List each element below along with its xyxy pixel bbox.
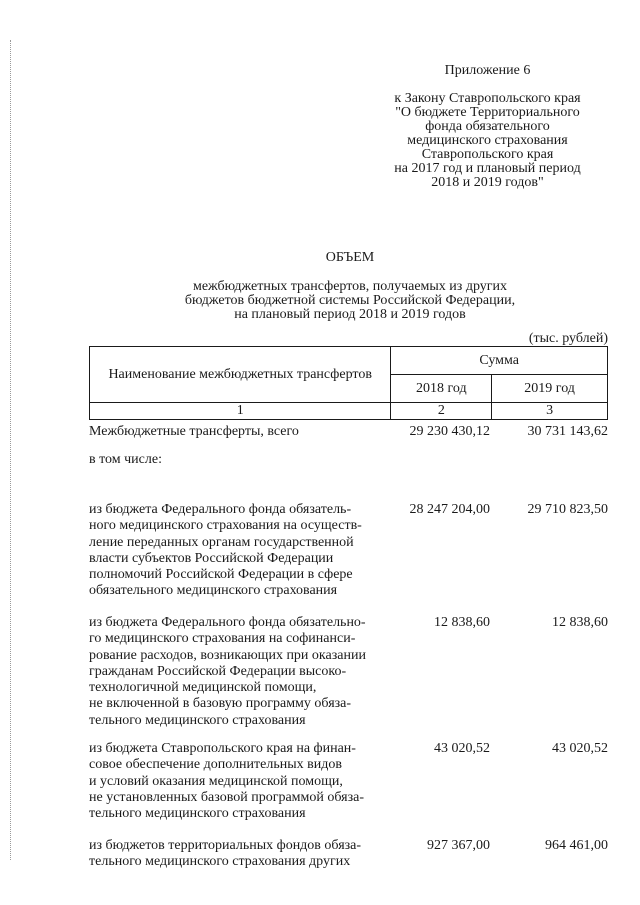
units-label: (тыс. рублей) xyxy=(528,331,608,346)
row-name xyxy=(89,838,389,871)
value-2018: 28 247 204,00 xyxy=(409,502,490,517)
col-2019-header: 2019 год xyxy=(492,375,608,403)
value-2018: 927 367,00 xyxy=(427,838,490,853)
row-text-line: гражданам Российской Федерации высоко- xyxy=(89,663,347,679)
row-name xyxy=(89,424,389,440)
subtitle-line: бюджетов бюджетной системы Российской Федерации, xyxy=(184,293,516,308)
appendix-line: на 2017 год и плановый период xyxy=(394,161,581,176)
row-name xyxy=(89,452,389,468)
table-row xyxy=(89,741,614,838)
row-text-line: власти субъектов Российской Федерации xyxy=(89,550,334,566)
row-text-line: не установленных базовой программой обяза- xyxy=(89,789,365,805)
row-text-line: тельного медицинского страхования xyxy=(89,712,306,728)
appendix-line: "О бюджете Территориального xyxy=(395,105,580,120)
appendix-header xyxy=(380,64,595,190)
appendix-number: Приложение 6 xyxy=(444,63,531,78)
document-title: ОБЪЕМ xyxy=(325,250,375,265)
row-text-line: технологичной медицинской помощи, xyxy=(89,680,317,696)
row-text-line: го медицинского страхования на софинанси- xyxy=(89,631,356,647)
value-2019: 30 731 143,62 xyxy=(527,424,608,439)
appendix-line: фонда обязательного xyxy=(425,119,550,134)
appendix-line: к Закону Ставропольского края xyxy=(394,91,581,106)
table-row xyxy=(89,424,614,452)
appendix-line: 2018 и 2019 годов" xyxy=(431,175,544,190)
row-text-line: тельного медицинского страхования других xyxy=(89,854,351,870)
row-name xyxy=(89,741,389,822)
value-2018: 12 838,60 xyxy=(434,615,490,630)
row-text-line: обязательного медицинского страхования xyxy=(89,583,338,599)
subtitle-line: межбюджетных трансфертов, получаемых из других xyxy=(192,279,508,294)
col-2018-header: 2018 год xyxy=(391,375,492,403)
col-index: 1 xyxy=(90,403,391,420)
value-2018: 43 020,52 xyxy=(434,741,490,756)
row-text-line: тельного медицинского страхования xyxy=(89,806,306,822)
document-subtitle xyxy=(80,280,620,322)
value-2019: 12 838,60 xyxy=(552,615,608,630)
value-2019: 43 020,52 xyxy=(552,741,608,756)
row-name xyxy=(89,502,389,600)
appendix-line: медицинского страхования xyxy=(407,133,568,148)
row-text-line: из бюджета Федерального фонда обязатель- xyxy=(89,502,352,517)
value-2019: 964 461,00 xyxy=(545,838,608,853)
row-text-line: не включенной в базовую программу обяза- xyxy=(89,696,352,712)
row-text-line: Межбюджетные трансферты, всего xyxy=(89,424,299,439)
appendix-line: Ставропольского края xyxy=(421,147,554,162)
col-name-header: Наименование межбюджетных трансфертов xyxy=(90,347,391,403)
row-text-line: совое обеспечение дополнительных видов xyxy=(89,757,342,773)
row-text-line: рование расходов, возникающих при оказании xyxy=(89,647,366,663)
table-row xyxy=(89,838,614,878)
row-text-line: ного медицинского страхования на осуществ- xyxy=(89,518,362,534)
col-sum-header: Сумма xyxy=(391,347,608,375)
row-name xyxy=(89,615,389,729)
row-text-line: из бюджета Федерального фонда обязательно- xyxy=(89,615,366,630)
row-text-line: из бюджета Ставропольского края на финан- xyxy=(89,741,356,756)
row-text-line: и условий оказания медицинской помощи, xyxy=(89,773,343,789)
table-body xyxy=(89,424,614,878)
margin-dotted-line xyxy=(10,40,11,860)
row-text-line: полномочий Российской Федерации в сфере xyxy=(89,567,353,583)
value-2018: 29 230 430,12 xyxy=(409,424,490,439)
table-header xyxy=(89,346,608,420)
row-text-line: в том числе: xyxy=(89,452,162,467)
col-index: 3 xyxy=(492,403,608,420)
table-row xyxy=(89,615,614,741)
value-2019: 29 710 823,50 xyxy=(527,502,608,517)
row-text-line: ление переданных органам государственной xyxy=(89,534,354,550)
table-row xyxy=(89,452,614,502)
table-row xyxy=(89,502,614,615)
subtitle-line: на плановый период 2018 и 2019 годов xyxy=(234,307,466,322)
row-text-line: из бюджетов территориальных фондов обяза- xyxy=(89,838,362,853)
col-index: 2 xyxy=(391,403,492,420)
